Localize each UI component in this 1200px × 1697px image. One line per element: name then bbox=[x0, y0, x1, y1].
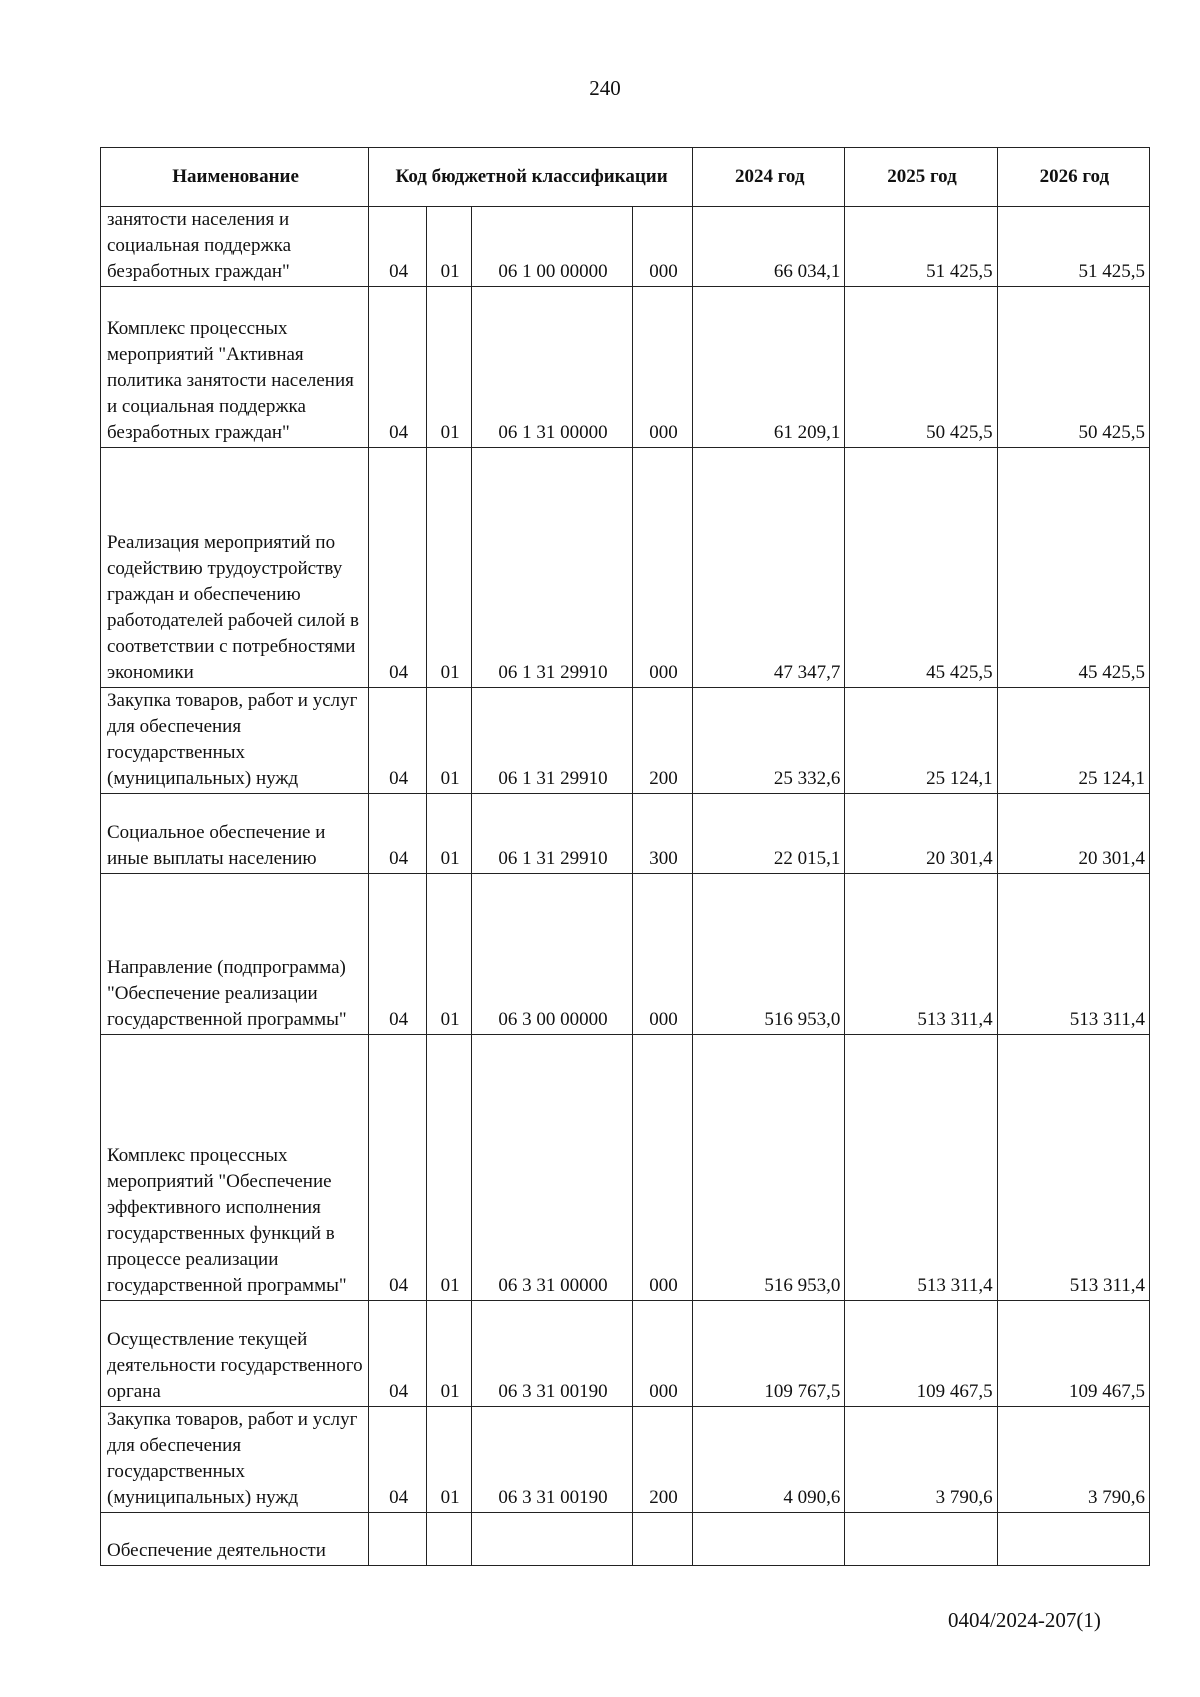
row-value-2024: 22 015,1 bbox=[693, 794, 845, 874]
row-target-article bbox=[472, 1513, 633, 1566]
row-value-2025: 51 425,5 bbox=[845, 207, 997, 287]
row-value-2026: 109 467,5 bbox=[997, 1301, 1149, 1407]
row-value-2025: 109 467,5 bbox=[845, 1301, 997, 1407]
row-target-article: 06 3 31 00000 bbox=[472, 1035, 633, 1301]
row-section bbox=[369, 1513, 427, 1566]
row-value-2025: 45 425,5 bbox=[845, 448, 997, 688]
row-subsection: 01 bbox=[427, 287, 472, 448]
row-expense-type: 300 bbox=[632, 794, 692, 874]
row-value-2024: 47 347,7 bbox=[693, 448, 845, 688]
row-section: 04 bbox=[369, 1035, 427, 1301]
row-value-2025: 513 311,4 bbox=[845, 1035, 997, 1301]
row-subsection bbox=[427, 1513, 472, 1566]
row-value-2025: 25 124,1 bbox=[845, 688, 997, 794]
row-subsection: 01 bbox=[427, 794, 472, 874]
table-row bbox=[101, 448, 1150, 688]
row-value-2024: 66 034,1 bbox=[693, 207, 845, 287]
header-2026: 2026 год bbox=[997, 148, 1149, 207]
row-expense-type: 200 bbox=[632, 688, 692, 794]
table-row bbox=[101, 287, 1150, 448]
table-row bbox=[101, 207, 1150, 287]
row-expense-type: 000 bbox=[632, 287, 692, 448]
table-row bbox=[101, 874, 1150, 1035]
table-row bbox=[101, 1407, 1150, 1513]
row-value-2025: 513 311,4 bbox=[845, 874, 997, 1035]
row-value-2025: 3 790,6 bbox=[845, 1407, 997, 1513]
row-value-2025: 50 425,5 bbox=[845, 287, 997, 448]
row-section: 04 bbox=[369, 794, 427, 874]
row-name: занятости населения и социальная поддержка безработных граждан" bbox=[101, 207, 369, 287]
row-value-2026: 513 311,4 bbox=[997, 874, 1149, 1035]
row-value-2024: 516 953,0 bbox=[693, 874, 845, 1035]
row-name: Реализация мероприятий по содействию трудоустройству граждан и обеспечению работодателей рабочей силой в соответствии с потребностями экономики bbox=[101, 448, 369, 688]
row-value-2024 bbox=[693, 1513, 845, 1566]
row-name: Осуществление текущей деятельности государственного органа bbox=[101, 1301, 369, 1407]
row-value-2025 bbox=[845, 1513, 997, 1566]
row-section: 04 bbox=[369, 874, 427, 1035]
row-subsection: 01 bbox=[427, 1301, 472, 1407]
row-value-2024: 25 332,6 bbox=[693, 688, 845, 794]
header-name: Наименование bbox=[101, 148, 369, 207]
row-expense-type: 000 bbox=[632, 874, 692, 1035]
row-value-2026: 50 425,5 bbox=[997, 287, 1149, 448]
row-section: 04 bbox=[369, 1301, 427, 1407]
header-code: Код бюджетной классификации bbox=[369, 148, 693, 207]
row-subsection: 01 bbox=[427, 688, 472, 794]
table-row bbox=[101, 1301, 1150, 1407]
row-subsection: 01 bbox=[427, 874, 472, 1035]
row-value-2026: 45 425,5 bbox=[997, 448, 1149, 688]
row-name: Социальное обеспечение и иные выплаты населению bbox=[101, 794, 369, 874]
row-value-2026: 513 311,4 bbox=[997, 1035, 1149, 1301]
row-value-2024: 61 209,1 bbox=[693, 287, 845, 448]
row-value-2026: 3 790,6 bbox=[997, 1407, 1149, 1513]
row-subsection: 01 bbox=[427, 1407, 472, 1513]
row-target-article: 06 1 00 00000 bbox=[472, 207, 633, 287]
row-value-2026: 51 425,5 bbox=[997, 207, 1149, 287]
row-expense-type: 000 bbox=[632, 448, 692, 688]
row-value-2024: 109 767,5 bbox=[693, 1301, 845, 1407]
row-target-article: 06 1 31 29910 bbox=[472, 688, 633, 794]
page-number: 240 bbox=[589, 76, 621, 100]
row-value-2026 bbox=[997, 1513, 1149, 1566]
document-number: 0404/2024-207(1) bbox=[948, 1608, 1101, 1632]
row-value-2025: 20 301,4 bbox=[845, 794, 997, 874]
row-expense-type: 200 bbox=[632, 1407, 692, 1513]
row-section: 04 bbox=[369, 287, 427, 448]
table-header-row bbox=[101, 148, 1150, 207]
row-expense-type: 000 bbox=[632, 1035, 692, 1301]
row-name: Закупка товаров, работ и услуг для обеспечения государственных (муниципальных) нужд bbox=[101, 1407, 369, 1513]
row-value-2026: 20 301,4 bbox=[997, 794, 1149, 874]
row-name: Комплекс процессных мероприятий "Обеспечение эффективного исполнения государственных функций в процессе реализации государственной программы" bbox=[101, 1035, 369, 1301]
row-target-article: 06 1 31 29910 bbox=[472, 794, 633, 874]
row-target-article: 06 1 31 29910 bbox=[472, 448, 633, 688]
row-target-article: 06 3 31 00190 bbox=[472, 1301, 633, 1407]
budget-table bbox=[100, 147, 1150, 1566]
row-expense-type bbox=[632, 1513, 692, 1566]
row-target-article: 06 3 00 00000 bbox=[472, 874, 633, 1035]
header-2024: 2024 год bbox=[693, 148, 845, 207]
row-value-2024: 516 953,0 bbox=[693, 1035, 845, 1301]
table-row bbox=[101, 1035, 1150, 1301]
row-expense-type: 000 bbox=[632, 207, 692, 287]
row-value-2024: 4 090,6 bbox=[693, 1407, 845, 1513]
row-subsection: 01 bbox=[427, 1035, 472, 1301]
row-target-article: 06 1 31 00000 bbox=[472, 287, 633, 448]
header-2025: 2025 год bbox=[845, 148, 997, 207]
row-value-2026: 25 124,1 bbox=[997, 688, 1149, 794]
row-name: Закупка товаров, работ и услуг для обеспечения государственных (муниципальных) нужд bbox=[101, 688, 369, 794]
row-target-article: 06 3 31 00190 bbox=[472, 1407, 633, 1513]
row-name: Комплекс процессных мероприятий "Активная политика занятости населения и социальная поддержка безработных граждан" bbox=[101, 287, 369, 448]
row-subsection: 01 bbox=[427, 207, 472, 287]
table-row bbox=[101, 1513, 1150, 1566]
row-section: 04 bbox=[369, 448, 427, 688]
row-section: 04 bbox=[369, 207, 427, 287]
row-subsection: 01 bbox=[427, 448, 472, 688]
table-row bbox=[101, 794, 1150, 874]
row-name: Обеспечение деятельности bbox=[101, 1513, 369, 1566]
row-expense-type: 000 bbox=[632, 1301, 692, 1407]
row-section: 04 bbox=[369, 688, 427, 794]
row-name: Направление (подпрограмма) "Обеспечение реализации государственной программы" bbox=[101, 874, 369, 1035]
row-section: 04 bbox=[369, 1407, 427, 1513]
table-row bbox=[101, 688, 1150, 794]
